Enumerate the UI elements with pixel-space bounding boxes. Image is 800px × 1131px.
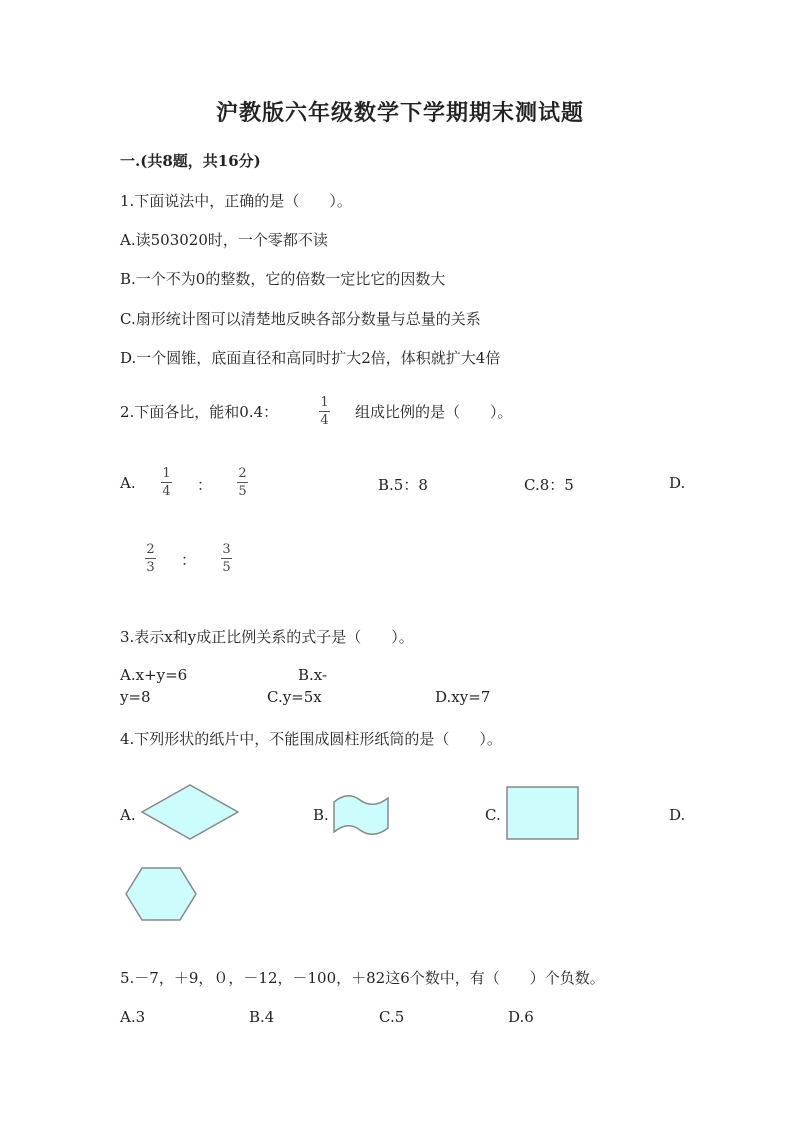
- fraction-numerator: 1: [162, 466, 171, 481]
- q5-option-d: D.6: [508, 1008, 534, 1026]
- q2-option-a-colon: ：: [197, 476, 213, 494]
- fraction-denominator: 4: [162, 484, 171, 499]
- q3-option-c: C.y=5x: [267, 688, 322, 706]
- q4-stem: 4.下列形状的纸片中，不能围成圆柱形纸筒的是（ ）。: [120, 730, 502, 748]
- q4-option-d-label: D.: [669, 806, 686, 824]
- q2-option-d-label: D.: [669, 474, 686, 492]
- q4-option-b-label: B.: [313, 806, 329, 824]
- q1-option-d: D.一个圆锥，底面直径和高同时扩大2倍，体积就扩大4倍: [120, 349, 501, 367]
- rectangle-shape: [505, 785, 580, 841]
- hexagon-shape: [122, 865, 200, 923]
- q2-option-a-label: A.: [120, 474, 136, 492]
- rhombus-shape: [138, 782, 242, 842]
- q3-stem: 3.表示x和y成正比例关系的式子是（ ）。: [120, 628, 414, 646]
- fraction-denominator: 5: [222, 560, 231, 575]
- q2-stem-fraction: [319, 395, 330, 428]
- q1-option-a: A.读503020时，一个零都不读: [120, 231, 328, 249]
- q2-stem-before: 2.下面各比，能和0.4：: [120, 403, 279, 421]
- fraction-numerator: 2: [146, 542, 155, 557]
- page-title: 沪教版六年级数学下学期期末测试题: [215, 100, 584, 126]
- q5-option-c: C.5: [379, 1008, 405, 1026]
- q3-option-a: A.x+y=6: [120, 666, 188, 684]
- wavy-banner-shape: [330, 792, 392, 838]
- q2-option-d-colon: ：: [181, 551, 197, 569]
- fraction-numerator: 1: [320, 395, 329, 410]
- q2-option-d-fraction-2: [221, 542, 232, 575]
- q3-option-b-line2: y=8: [120, 688, 151, 706]
- q2-option-d-fraction-1: [145, 542, 156, 575]
- q1-option-b: B.一个不为0的整数，它的倍数一定比它的因数大: [120, 270, 446, 288]
- q2-option-c: C.8：5: [524, 476, 574, 494]
- q2-option-b: B.5：8: [378, 476, 428, 494]
- q3-option-b-line1: B.x-: [298, 666, 328, 684]
- q2-stem-after: 组成比例的是（ ）。: [355, 403, 513, 421]
- q1-option-c: C.扇形统计图可以清楚地反映各部分数量与总量的关系: [120, 310, 481, 328]
- q3-option-d: D.xy=7: [435, 688, 491, 706]
- fraction-denominator: 3: [146, 560, 155, 575]
- q5-stem: 5.－7，＋9，０，－12，－100，＋82这6个数中，有（ ）个负数。: [120, 969, 605, 987]
- fraction-denominator: 5: [238, 484, 247, 499]
- fraction-numerator: 2: [238, 466, 247, 481]
- q4-option-c-label: C.: [485, 806, 501, 824]
- q1-stem: 1.下面说法中，正确的是（ ）。: [120, 192, 352, 210]
- fraction-numerator: 3: [222, 542, 231, 557]
- q4-option-a-label: A.: [120, 806, 136, 824]
- q5-option-b: B.4: [249, 1008, 275, 1026]
- q2-option-a-fraction-1: [161, 466, 172, 499]
- q2-option-a-fraction-2: [237, 466, 248, 499]
- q5-option-a: A.3: [120, 1008, 146, 1026]
- fraction-denominator: 4: [320, 413, 329, 428]
- section-heading: 一.(共8题，共16分): [120, 152, 261, 170]
